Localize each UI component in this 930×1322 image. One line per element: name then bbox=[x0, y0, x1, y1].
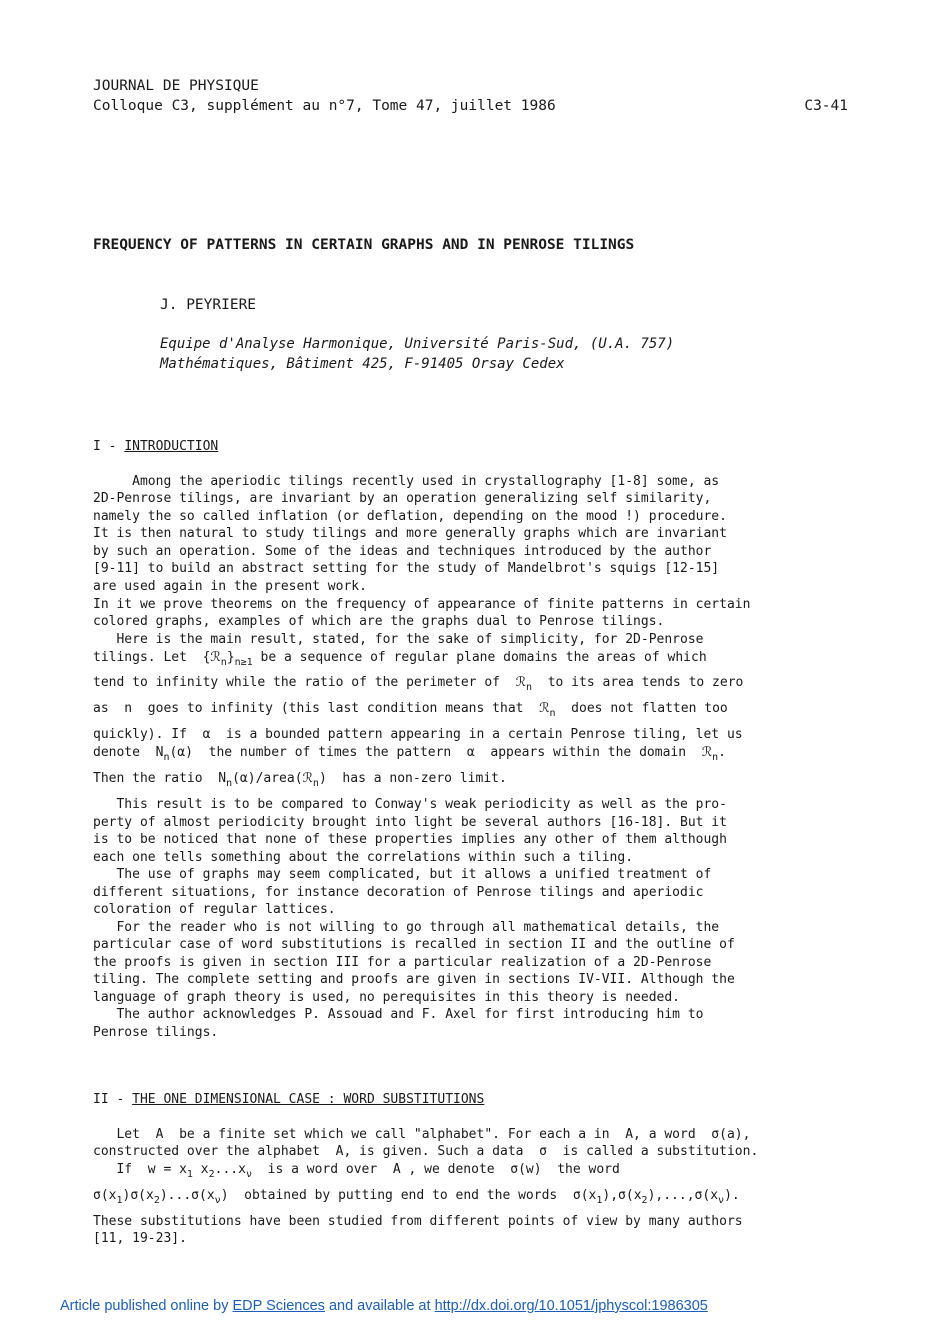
paragraph-line: colored graphs, examples of which are the graphs dual to Penrose tilings. bbox=[93, 614, 665, 629]
domain-symbol: ℛ bbox=[539, 701, 550, 716]
section-heading-introduction: I - INTRODUCTION bbox=[93, 439, 219, 454]
affiliation-line-1: Equipe d'Analyse Harmonique, Université Paris-Sud, (U.A. 757) bbox=[160, 336, 675, 352]
paragraph-line-perimeter: tend to infinity while the ratio of the perimeter of ℛ$_n$ to its area tends to zero bbox=[93, 675, 744, 693]
paragraph-line: is to be noticed that none of these properties implies any other of them although bbox=[93, 832, 727, 847]
author: J. PEYRIERE bbox=[160, 297, 257, 313]
page-number: C3-41 bbox=[804, 98, 848, 114]
paragraph-line-count: denote $N_n(\alpha)$ the number of times the pattern α appears within the domain ℛ$_n$. bbox=[93, 745, 726, 763]
paragraph-line: constructed over the alphabet A, is given. Such a data σ is called a substitution. bbox=[93, 1144, 759, 1159]
paragraph-line: Penrose tilings. bbox=[93, 1025, 219, 1040]
paragraph-line: are used again in the present work. bbox=[93, 579, 367, 594]
paragraph-line-domains: tilings. Let $\{ℛ_n\}_{n\ge 1}$ be a sequence of regular plane domains the areas of which bbox=[93, 650, 707, 668]
paragraph-line: namely the so called inflation (or deflation, depending on the mood !) procedure. bbox=[93, 509, 727, 524]
paragraph-line: The author acknowledges P. Assouad and F. Axel for first introducing him to bbox=[93, 1007, 704, 1022]
paragraph-line: language of graph theory is used, no perequisites in this theory is needed. bbox=[93, 990, 680, 1005]
paragraph-line: perty of almost periodicity brought into light be several authors [16-18]. But it bbox=[93, 815, 727, 830]
paragraph-line-limit: Then the ratio $N_n(\alpha)/area(ℛ_n)$ has a non-zero limit. bbox=[93, 771, 507, 789]
publication-footer: Article published online by EDP Sciences and available at http://dx.doi.org/10.1051/jphyscol:1986305 bbox=[60, 1298, 708, 1314]
paragraph-line: coloration of regular lattices. bbox=[93, 902, 336, 917]
paragraph-line: It is then natural to study tilings and more generally graphs which are invariant bbox=[93, 526, 727, 541]
domain-symbol: ℛ bbox=[515, 675, 527, 690]
domain-symbol: ℛ bbox=[701, 745, 713, 760]
paragraph-line: Among the aperiodic tilings recently used in crystallography [1-8] some, as bbox=[93, 474, 720, 489]
paragraph-line: For the reader who is not willing to go through all mathematical details, the bbox=[93, 920, 720, 935]
paragraph-line: This result is to be compared to Conway's weak periodicity as well as the pro- bbox=[93, 797, 727, 812]
paragraph-line: different situations, for instance decoration of Penrose tilings and aperiodic bbox=[93, 885, 704, 900]
paragraph-line: The use of graphs may seem complicated, but it allows a unified treatment of bbox=[93, 867, 712, 882]
paragraph-line: by such an operation. Some of the ideas and techniques introduced by the author bbox=[93, 544, 712, 559]
paragraph-line: Let A be a finite set which we call "alphabet". For each a in A, a word σ(a), bbox=[93, 1127, 751, 1142]
affiliation-line-2: Mathématiques, Bâtiment 425, F-91405 Orsay Cedex bbox=[160, 356, 565, 372]
paragraph-line: In it we prove theorems on the frequency of appearance of finite patterns in certain bbox=[93, 597, 751, 612]
paragraph-line: [9-11] to build an abstract setting for the study of Mandelbrot's squigs [12-15] bbox=[93, 561, 720, 576]
paper-title: FREQUENCY OF PATTERNS IN CERTAIN GRAPHS AND IN PENROSE TILINGS bbox=[93, 237, 635, 253]
section-heading-word-substitutions: II - THE ONE DIMENSIONAL CASE : WORD SUBSTITUTIONS bbox=[93, 1092, 485, 1107]
domain-symbol: ℛ bbox=[210, 650, 221, 665]
paragraph-line: each one tells something about the correlations within such a tiling. bbox=[93, 850, 634, 865]
paragraph-line: [11, 19-23]. bbox=[93, 1231, 187, 1246]
edp-sciences-link[interactable]: EDP Sciences bbox=[232, 1298, 325, 1314]
paragraph-line: particular case of word substitutions is recalled in section II and the outline of bbox=[93, 937, 735, 952]
paragraph-line-concatenation: $\sigma(x_1)\sigma(x_2)...\sigma(x_\nu)$ obtained by putting end to end the words $\sigma(x_1),\sigma(x_2),...,\sigma(x_\nu)$. bbox=[93, 1188, 740, 1206]
paragraph-line: These substitutions have been studied from different points of view by many authors bbox=[93, 1214, 743, 1229]
doi-link[interactable]: http://dx.doi.org/10.1051/jphyscol:1986305 bbox=[434, 1298, 708, 1314]
paragraph-line-word: If $w = x_1$ $x_2...x_\nu$ is a word over A , we denote σ(w) the word bbox=[93, 1162, 620, 1180]
paragraph-line: quickly). If α is a bounded pattern appearing in a certain Penrose tiling, let us bbox=[93, 727, 743, 742]
paragraph-line: 2D-Penrose tilings, are invariant by an operation generalizing self similarity, bbox=[93, 491, 712, 506]
domain-symbol: ℛ bbox=[302, 771, 313, 786]
paragraph-line-flatten: as n goes to infinity (this last condition means that ℛ$_n$ does not flatten too bbox=[93, 701, 728, 719]
paragraph-line: the proofs is given in section III for a particular realization of a 2D-Penrose bbox=[93, 955, 712, 970]
paragraph-line: Here is the main result, stated, for the sake of simplicity, for 2D-Penrose bbox=[93, 632, 704, 647]
issue-line: Colloque C3, supplément au n°7, Tome 47, juillet 1986 bbox=[93, 98, 556, 114]
journal-name: JOURNAL DE PHYSIQUE bbox=[93, 78, 259, 94]
paragraph-line: tiling. The complete setting and proofs are given in sections IV-VII. Although the bbox=[93, 972, 735, 987]
